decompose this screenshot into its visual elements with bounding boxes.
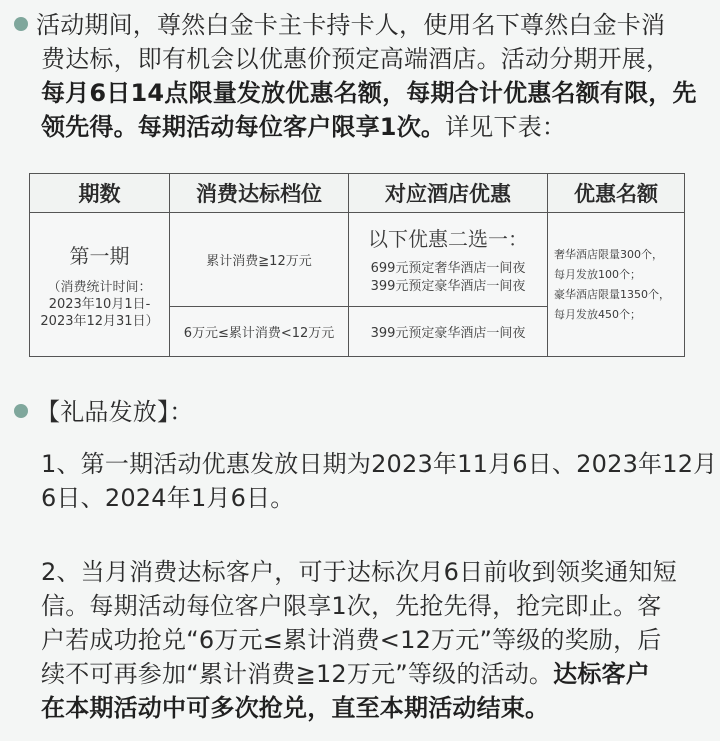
period-note-2: 2023年10月1日- xyxy=(48,296,151,312)
gift-p2-line-2: 信。每期活动每位客户限享1次，先抢先得，抢完即止。客 xyxy=(41,592,662,620)
intro-text-4: 详见下表： xyxy=(445,113,567,141)
quota-line-3: 豪华酒店限量1350个， xyxy=(554,287,670,301)
offer-table xyxy=(29,173,685,357)
header-offer: 对应酒店优惠 xyxy=(349,174,548,213)
bullet-dot-icon xyxy=(14,17,28,31)
header-period: 期数 xyxy=(30,174,170,213)
period-note-1: （消费统计时间： xyxy=(47,279,152,295)
quota-cell xyxy=(548,213,685,357)
gift-paragraph-1 xyxy=(41,447,717,515)
intro-text-3: 每月6日14点限量发放优惠名额，每期合计优惠名额有限，先 xyxy=(41,79,697,107)
period-name: 第一期 xyxy=(69,243,130,268)
quota-line-4: 每月发放450个； xyxy=(554,307,641,321)
gift-title-line xyxy=(14,395,193,429)
quota-line-2: 每月发放100个； xyxy=(554,267,641,281)
gift-paragraph-2 xyxy=(41,555,677,725)
offer-1-cell xyxy=(349,213,548,307)
offer-head: 以下优惠二选一： xyxy=(368,227,528,251)
table-header-row xyxy=(30,174,685,213)
tier-2-cell: 6万元≤累计消费<12万元 xyxy=(170,307,349,357)
intro-text-2: 费达标，即有机会以优惠价预定高端酒店。活动分期开展， xyxy=(41,45,671,73)
gift-p2-line-4-bold: 达标客户 xyxy=(553,660,650,688)
period-cell xyxy=(30,213,170,357)
gift-p2-line-4-text: 续不可再参加“累计消费≧12万元”等级的活动。 xyxy=(41,660,554,688)
gift-p2-line-4 xyxy=(41,657,677,691)
gift-p1-line-2: 6日、2024年1月6日。 xyxy=(41,484,295,512)
tier-1-cell: 累计消费≧12万元 xyxy=(170,213,349,307)
header-tier: 消费达标档位 xyxy=(170,174,349,213)
intro-line-4 xyxy=(14,110,697,144)
quota-line-1: 奢华酒店限量300个， xyxy=(554,247,663,261)
intro-line-1 xyxy=(14,8,697,42)
intro-text-1: 活动期间，尊然白金卡主卡持卡人，使用名下尊然白金卡消 xyxy=(36,11,666,39)
offer-1-line-2: 399元预定豪华酒店一间夜 xyxy=(370,279,526,294)
intro-line-2 xyxy=(14,42,697,76)
offer-1-line-1: 699元预定奢华酒店一间夜 xyxy=(370,261,526,276)
intro-text-4-bold: 领先得。每期活动每位客户限享1次。 xyxy=(41,113,446,141)
header-quota: 优惠名额 xyxy=(548,174,685,213)
gift-title: 【礼品发放】： xyxy=(36,398,194,426)
gift-p2-line-1: 2、当月消费达标客户，可于达标次月6日前收到领奖通知短 xyxy=(41,558,677,586)
period-note-3: 2023年12月31日） xyxy=(40,313,159,329)
gift-section xyxy=(14,395,193,429)
gift-p2-line-3: 户若成功抢兑“6万元≤累计消费<12万元”等级的奖励，后 xyxy=(41,626,662,654)
intro-line-3 xyxy=(14,76,697,110)
gift-p1-line-1: 1、第一期活动优惠发放日期为2023年11月6日、2023年12月 xyxy=(41,450,718,478)
bullet-dot-icon xyxy=(14,404,28,418)
table-row xyxy=(30,213,685,307)
offer-2-cell: 399元预定豪华酒店一间夜 xyxy=(349,307,548,357)
intro-paragraph xyxy=(14,8,697,144)
gift-p2-line-5: 在本期活动中可多次抢兑，直至本期活动结束。 xyxy=(41,694,550,722)
